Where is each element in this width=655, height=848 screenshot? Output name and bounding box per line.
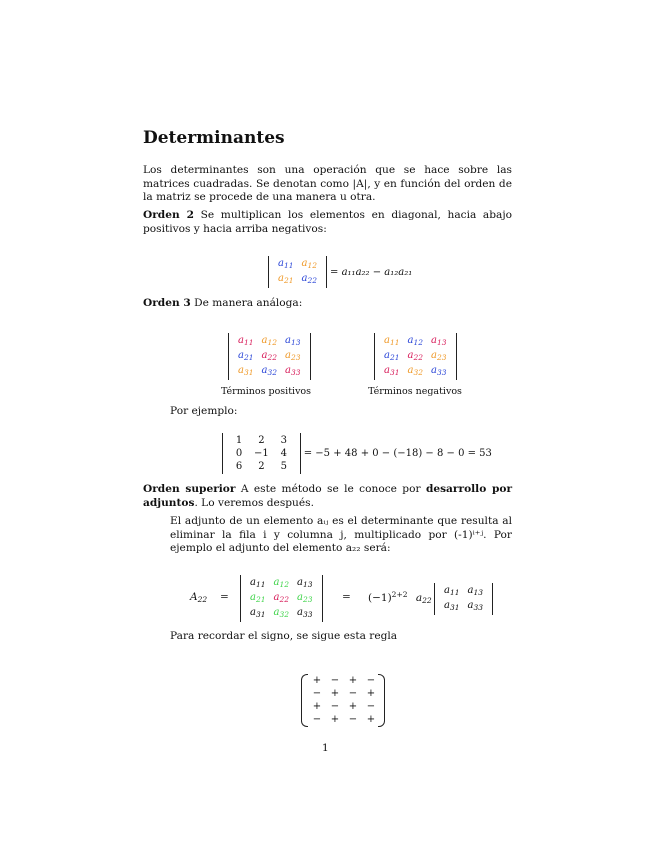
intro-paragraph: Los determinantes son una operación que se hace sobre las matrices cuadradas. Se denotan como |A|, y en función del orden de la matriz se procede de una manera u otra. <box>143 164 512 203</box>
page-title: Determinantes <box>143 128 285 148</box>
adj-coef <box>416 592 432 604</box>
matrix-row <box>228 434 295 447</box>
orden2-item <box>143 209 512 236</box>
example-determinant <box>222 433 492 474</box>
sign-cell: + <box>366 714 376 725</box>
coef-sub: 22 <box>422 596 432 605</box>
sign-cell: − <box>330 701 340 712</box>
example-matrix <box>222 433 301 474</box>
caption-positive: Términos positivos <box>220 386 312 397</box>
example-matrix-cell: 4 <box>280 448 287 459</box>
sign-cell: − <box>330 675 340 686</box>
sign-cell: − <box>366 675 376 686</box>
page-number: 1 <box>322 742 329 754</box>
sign-base: (−1) <box>368 592 392 604</box>
example-matrix-cell: 0 <box>235 448 243 459</box>
example-matrix-cell: 3 <box>280 435 287 446</box>
orden3-item <box>143 297 302 311</box>
sign-cell: + <box>312 675 322 686</box>
sign-cell: + <box>366 688 376 699</box>
adj-eq-2: = <box>342 591 351 603</box>
coef-symbol: a <box>415 592 423 604</box>
adj-lhs <box>190 591 207 604</box>
sign-matrix <box>301 674 385 727</box>
matrix-row <box>308 687 380 700</box>
example-result: = −5 + 48 + 0 − (−18) − 8 − 0 = 53 <box>303 448 492 459</box>
orden2-formula: = a₁₁a₂₂ − a₁₂a₂₁ <box>330 266 413 278</box>
matrix-row <box>308 700 380 713</box>
adj-sign-factor <box>368 590 432 605</box>
caption-negative: Términos negativos <box>368 386 462 397</box>
sign-rule-text: Para recordar el signo, se sigue esta regla <box>170 630 398 642</box>
example-intro: Por ejemplo: <box>170 405 238 417</box>
sign-cell: + <box>330 688 340 699</box>
sign-cell: − <box>312 714 322 725</box>
sign-cell: + <box>330 714 340 725</box>
orden2-text: Se multiplican los elementos en diagonal, hacia abajo positivos y hacia arriba negativos: <box>143 209 513 235</box>
left-paren <box>301 674 308 727</box>
matrix-row <box>228 447 295 460</box>
sign-cell: − <box>348 688 358 699</box>
matrix-adjunto-minor: $a_{11}$ $a_{13}$ $a_{31}$ $a_{33}$ <box>434 583 493 615</box>
sign-exponent: 2+2 <box>391 590 408 599</box>
sign-cell: − <box>312 688 322 699</box>
example-matrix-cell: 2 <box>258 461 265 472</box>
adj-lhs-symbol: A <box>190 591 198 603</box>
superior-label: Orden superior <box>143 483 236 495</box>
matrix-positive-terms: $a_{11}$ $a_{12}$ $a_{13}$ $a_{21}$ $a_{22}$ $a_{23}$ $a_{31}$ $a_{32}$ $a_{33}$ <box>228 333 311 380</box>
matrix-negative-terms: $a_{11}$ $a_{12}$ $a_{13}$ $a_{21}$ $a_{22}$ $a_{23}$ $a_{31}$ $a_{32}$ $a_{33}$ <box>374 333 457 380</box>
sign-cell: + <box>348 675 358 686</box>
example-matrix-cell: 1 <box>235 435 243 446</box>
superior-item <box>143 483 512 510</box>
matrix-row <box>228 460 295 473</box>
sign-cell: − <box>366 701 376 712</box>
matrix-row <box>308 674 380 687</box>
matrix-row <box>308 713 380 726</box>
example-matrix-cell: 6 <box>235 461 243 472</box>
adjunto-paragraph: El adjunto de un elemento aᵢⱼ es el determinante que resulta al eliminar la fila i y columna j, multiplicado por (-1)ⁱ⁺ʲ. Por ejemplo el adjunto del elemento a₂₂ será: <box>170 515 512 554</box>
example-matrix-cell: 5 <box>280 461 287 472</box>
orden3-label: Orden 3 <box>143 297 191 309</box>
sign-cell: − <box>348 714 358 725</box>
matrix-2x2: $a_{11}$ $a_{12}$ $a_{21}$ $a_{22}$ <box>268 256 327 288</box>
adj-eq-1: = <box>220 591 229 603</box>
matrix-adjunto-full: $a_{11}$ $a_{12}$ $a_{13}$ $a_{21}$ $a_{22}$ $a_{23}$ $a_{31}$ $a_{32}$ $a_{33}$ <box>240 575 323 622</box>
orden3-text: De manera análoga: <box>194 297 303 309</box>
sign-cell: + <box>348 701 358 712</box>
sign-cell: + <box>312 701 322 712</box>
example-matrix-cell: −1 <box>254 448 269 459</box>
example-matrix-cell: 2 <box>258 435 265 446</box>
superior-text-a: A este método se le conoce por <box>240 483 421 495</box>
orden2-determinant <box>268 256 412 288</box>
orden2-label: Orden 2 <box>143 209 194 221</box>
adj-lhs-sub: 22 <box>197 595 208 604</box>
superior-text-bold: desarrollo por adjuntos <box>143 483 513 509</box>
superior-text-b: . Lo veremos después. <box>194 496 314 509</box>
